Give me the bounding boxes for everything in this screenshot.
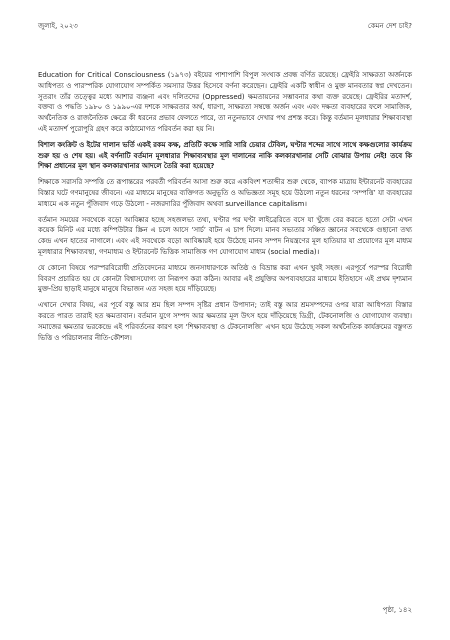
- article-body: [38, 70, 412, 348]
- paragraph-3: শিক্ষাকে সরাসরি সম্পত্তি তে রূপান্তরের পরবর্তী পরিবর্তন আসা শুরু করে একবিংশ শতাব্দীর শুরু থেকে, ব্যাপক মাত্রায় ইন্টারনেট ব্যবহারের বিস্তার ঘটে গণমানুষের জীবনে। এর মাধ্যমে মানুষের ব্যক্তিগত অনুভূতি ও অভিজ্ঞতা সমূহ হয়ে উঠলো নতুন ধরনের ‘সম্পত্তি’ যা ব্যবহারের মাধ্যমে এক নতুন পুঁজিবাদ গড়ে উঠলো - নজরদারির পুঁজিবাদ অথবা surveillance capitalism।: [38, 178, 412, 208]
- header-title: কেমন দেশ চাই?: [367, 22, 412, 30]
- page-number: পৃষ্ঠা, ১৪২: [382, 606, 412, 614]
- paragraph-6: এখানে দেখার বিষয়, এর পূর্বে বস্তু আর শ্রম ছিল সম্পদ সৃষ্টির প্রধান উপাদান; তাই বস্তু আর শ্রমসম্পদের ওপর যারা আধিপত্য বিস্তার করতে পারত তারাই হত ক্ষমতাবান। বর্তমান যুগে সম্পদ আর ক্ষমতার মূল উৎস হয়ে দাঁড়িয়েছে ডিগ্রী, টেকনোলজি ও যোগাযোগ ব্যবস্থা। সমাজের ক্ষমতার ভরকেন্দ্রে এই পরিবর্তনের কারণ হল ‘শিক্ষাব্যবস্থা ও টেকনোলজি’ এখন হয়ে উঠেছে সকল অর্থনৈতিক কার্যক্রমের বস্তুগত ভিত্তি ও পরিচালনার নীতি-কৌশল।: [38, 301, 412, 342]
- paragraph-2: বিশাল কংক্রিট ও ইটের দালান ভর্তি একই রকম কক্ষ, প্রতিটি কক্ষে সারি সারি চেয়ার টেবিল, ঘণ্টার শব্দের সাথে সাথে কক্ষগুলোর কার্যক্রম শুরু হয় ও শেষ হয়। এই বর্ণনাটি বর্তমান মূলধারার শিক্ষাব্যবস্থার মূল দালানের নাকি কলকারখানার সেটি বোঝার উপায় নেই! তবে কি শিক্ষা প্রধানের মূল স্থান কলকারখানার আদলে তৈরি করা হয়েছে?: [38, 140, 412, 171]
- header-date: জুলাই, ২০২৩: [38, 22, 78, 30]
- paragraph-4: বর্তমান সময়ের সবথেকে বড়ো আবিষ্কার হচ্ছে সহজলভ্য তথ্য, ঘণ্টার পর ঘণ্টা লাইব্রেরিতে বসে যা খুঁজে বের করতে হতো সেটা এখন কয়েক মিনিট এর মধ্যে কম্পিউটার স্ক্রিন এ চলে আসে ‘সার্চ’ বাটন এ চাপ দিলে। মানব সভ্যতার সঞ্চিত জ্ঞানের সবথেকে গুছানো তথ্য কেন্দ্র এখন হাতের নাগালে। এবং এই সবথেকে বড়ো আবিষ্কারই হয়ে উঠেছে মানব সম্পদ নিয়ন্ত্রণের মূল হাতিয়ার যা প্রয়োগের মূল মাধ্যম মূলধারার শিক্ষাব্যবস্থা, গণমাধ্যম ও ইন্টারনেট ভিত্তিক সামাজিক গণ যোগাযোগ মাধ্যম (social media)।: [38, 215, 412, 256]
- paragraph-5: যে কোনো বিষয়ে পরস্পরবিরোধী প্রতিবেদনের মাধ্যমে জনসাধারণকে অতিষ্ঠ ও বিভ্রান্ত করা এখন খুবই সহজ। এরপূর্বে পরস্পর বিরোধী বিবরণ প্রচারিত হয় যে কোনটা বিশ্বাসযোগ্য তা নিরূপণ করা কঠিন। আবার এই প্রযুক্তির অপব্যবহারের মাধ্যমে ইতিহাসে এই প্রথম দৃশ্যমান মুক্ত-প্রিয় ছাড়াই মানুষে মানুষে বিভাজন এত সহজ হয়ে দাঁড়িয়েছে।: [38, 263, 412, 294]
- paragraph-1: Education for Critical Consciousness (১৯৭৩) বইয়ের পাশাপাশি বিপুল সংখ্যক প্রবন্ধ বর্ণিত রয়েছে। ফ্রেইরি সাক্ষরতা অর্জনকে আধিপত্য ও পারস্পরিক যোগাযোগ সম্পর্কিত সমস্যার উত্তর হিসেবে বর্ণনা করেছেন। ফ্রেইরি একটি স্বাধীন ও মুক্ত মানবতার স্বপ্ন দেখতেন। সুতরাং তাঁর তত্ত্বের মধ্যে আশার ব্যঞ্জনা এবং দলিতদের (Oppressed) ক্ষমতায়নের সম্ভাবনার কথা ব্যক্ত রয়েছে। ফ্রেইরির মতাদর্শ, বক্তব্য ও পদ্ধতি ১৯৮০ ও ১৯৯০-এর দশকে সাক্ষরতার অর্থ, ধারণা, সাক্ষরতা সম্বন্ধে অর্জন এবং এবং দক্ষতা ব্যবহারের ফলে সামাজিক, অর্থনৈতিক ও রাজনৈতিক ক্ষেত্রে কী ধরনের প্রভাব ফেলতে পারে, তা নতুনভাবে দেখার পথ প্রশস্ত করে। কিন্তু বর্তমান মূলধারার শিক্ষাব্যবস্থা এই মতাদর্শ পুরোপুরি গ্রহণ করে কাঠামোগত পরিবর্তন করা হয় নি।: [38, 71, 412, 133]
